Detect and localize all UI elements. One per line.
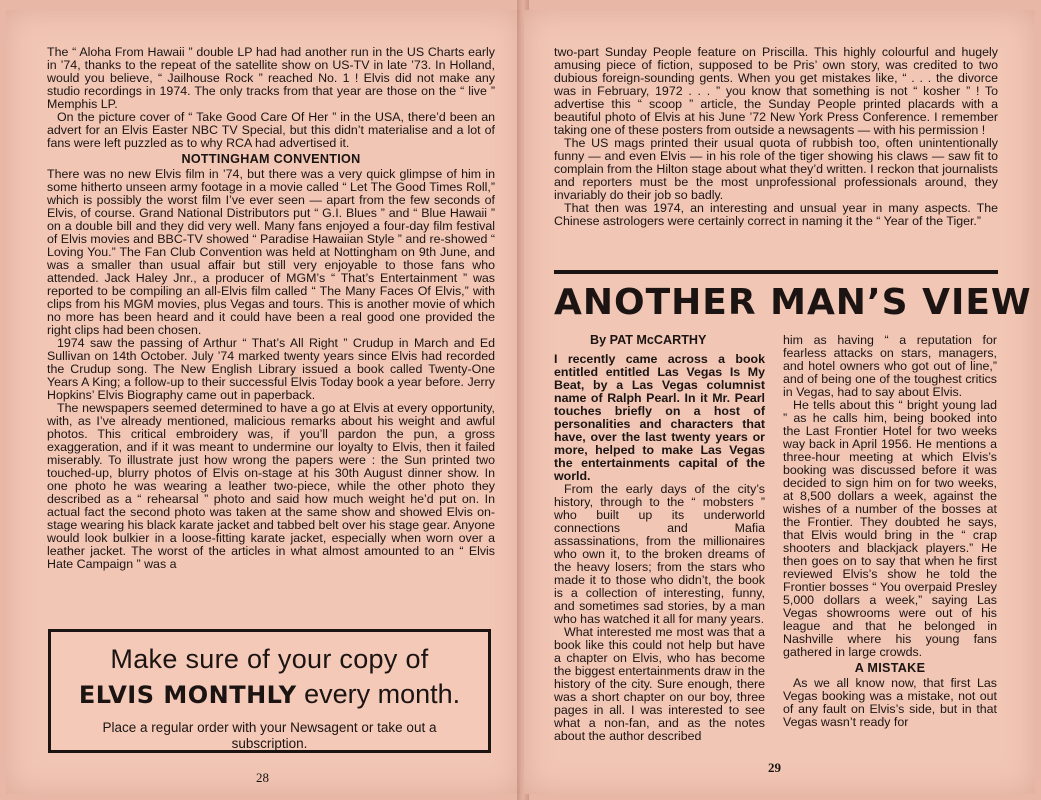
magazine-name: ELVIS MONTHLY <box>78 681 297 709</box>
article-title: ANOTHER MAN’S VIEW <box>554 282 1032 323</box>
paragraph: him as having “ a reputation for fearless attacks on stars, managers, and hotel owners who got out of line,” and of being one of the toughest critics in Vegas, had to say about Elvis. <box>783 333 997 399</box>
section-heading: NOTTINGHAM CONVENTION <box>181 152 361 166</box>
paragraph: two-part Sunday People feature on Priscilla. This highly colourful and hugely amusing piece of fiction, supposed to be Pris’ own story, was credited to two dubious foreign-sounding gents. When you get mistakes like, “ . . . the divorce was in February, 1972 . . . ” you know that something is not “ kosher ” ! To advertise this “ scoop ” article, the Sunday People printed placards with a beautiful photo of Elvis at his June ’72 New York Press Conference. I remember taking one of these posters from outside a newsagents — with his permission ! <box>554 45 998 137</box>
continued-article <box>554 46 998 228</box>
paragraph: 1974 saw the passing of Arthur “ That’s All Right ” Crudup in March and Ed Sullivan on 14th October. July ’74 marked twenty years since Elvis had recorded the Crudup song. The New English Library issued a book called Twenty-One Years A King; a follow-up to their successful Elvis Today book a year before. Jerry Hopkins’ Elvis Biography came out in paperback. <box>47 336 495 402</box>
advert-title-rest: every month. <box>296 679 461 709</box>
article-column-1 <box>554 334 765 743</box>
advert-body: Place a regular order with your Newsagent or take out a subscription. <box>102 720 437 751</box>
paragraph: As we all know now, that first Las Vegas booking was a mistake, not out of any fault on Elvis’s side, but in that Vegas wasn’t ready for <box>783 676 997 729</box>
advert-title-line <box>51 679 488 710</box>
page-number: 28 <box>256 770 269 785</box>
divider-rule <box>554 270 998 274</box>
paragraph: That then was 1974, an interesting and unsual year in many aspects. The Chinese astrologers were certainly correct in naming it the “ Year of the Tiger.” <box>554 201 998 228</box>
lead-paragraph: I recently came across a book entitled entitled Las Vegas Is My Beat, by a Las Vegas columnist name of Ralph Pearl. In it Mr. Pearl touches briefly on a host of personalities and characters that have, over the last twenty years or more, helped to make Las Vegas the entertainments capital of the world. <box>554 352 765 483</box>
byline: By PAT McCARTHY <box>590 333 707 347</box>
paragraph: He tells about this “ bright young lad ” as he calls him, being booked into the Last Frontier Hotel for two weeks way back in April 1956. He mentions a three-hour meeting at which Elvis’s booking was discussed before it was decided to sign him on for two weeks, at 8,500 dollars a week, against the wishes of a number of the bosses at the Frontier. They doubted he says, that Elvis would bring in the “ crap shooters and blackjack players.” He then goes on to say that when he first reviewed Elvis’s show he told the Frontier bosses “ You overpaid Presley 5,000 dollars a week,” saying Las Vegas showrooms were out of his league and that he belonged in Nashville where his young fans gathered in large crowds. <box>783 398 997 659</box>
paragraph: There was no new Elvis film in ’74, but there was a very quick glimpse of him in some hitherto unseen army footage in a movie called “ Let The Good Times Roll,” which is possibly the worst film I’ve ever seen — apart from the few seconds of Elvis, of course. Grand National Distributors put “ G.I. Blues ” and “ Blue Hawaii ” on a double bill and they did very well. Many fans enjoyed a four-day film festival of Elvis movies and BBC-TV showed “ Paradise Hawaiian Style ” and re-showed “ Loving You.” The Fan Club Convention was held at Nottingham on 9th June, and was a smaller than usual affair but still very enjoyable to those fans who attended. Jack Haley Jnr., a producer of MGM’s “ That’s Entertainment ” was reported to be compiling an all-Elvis film called “ The Many Faces Of Elvis,” with clips from his MGM movies, plus Vegas and tours. This is another movie of which no more has been heard and it could have been a real good one provided the right clips had been chosen. <box>47 167 495 337</box>
paragraph: The “ Aloha From Hawaii ” double LP had had another run in the US Charts early in ’74, thanks to the repeat of the satellite show on US-TV in late ’73. In Holland, would you believe, “ Jailhouse Rock ” reached No. 1 ! Elvis did not make any studio recordings in 1974. The only tracks from that year are those on the “ live ” Memphis LP. <box>47 45 495 111</box>
subscription-advert <box>48 629 491 753</box>
article-column-2 <box>783 334 997 729</box>
paragraph: What interested me most was that a book like this could not help but have a chapter on Elvis, who has become the biggest entertainments draw in the history of the city. Sure enough, there was a short chapter on our boy, three pages in all. I was interested to see what a non-fan, and as the notes about the author described <box>554 625 765 743</box>
page-number: 29 <box>768 760 781 775</box>
paragraph: From the early days of the city’s history, through to the “ mobsters ” who built up its underworld connections and Mafia assassinations, from the millionaires who own it, to the broken dreams of the heavy losers; from the stars who made it to those who didn’t, the book is a collection of interesting, funny, and sometimes sad stories, by a man who has watched it all for many years. <box>554 482 765 626</box>
right-page <box>524 10 1035 794</box>
section-heading: A MISTAKE <box>854 661 926 675</box>
advert-headline: Make sure of your copy of <box>110 644 429 674</box>
left-page <box>6 10 520 794</box>
paragraph: On the picture cover of “ Take Good Care Of Her ” in the USA, there’d been an advert for an Elvis Easter NBC TV Special, but this didn’t materialise and a lot of fans were left puzzled as to why RCA had advertised it. <box>47 110 495 150</box>
paragraph: The newspapers seemed determined to have a go at Elvis at every opportunity, with, as I’ve already mentioned, malicious remarks about his weight and awful photos. This critical embroidery was, if you’ll pardon the pun, a gross exaggeration, and if it was meant to undermine our loyalty to Elvis, then it failed miserably. To illustrate just how wrong the papers were : the Sun printed two touched-up, blurry photos of Elvis on-stage at his 30th August dinner show. In one photo he was wearing a leather two-piece, while the other photo they described as a “ rehearsal ” photo and said how much weight he’d put on. In actual fact the second photo was taken at the same show and showed Elvis on-stage wearing his black karate jacket and tabbed belt over his stage gear. Anyone would look bulkier in a loose-fitting karate jacket, especially when worn over a leather jacket. The worst of the articles in what almost amounted to an “ Elvis Hate Campaign ” was a <box>47 401 495 571</box>
left-column <box>47 46 495 571</box>
paragraph: The US mags printed their usual quota of rubbish too, often unintentionally funny — and even Elvis — in his role of the tiger showing his claws — saw fit to complain from the Hilton stage about what they’d written. I reckon that journalists and reporters must be the most unprofessional professionals around, they invariably do their job so badly. <box>554 136 998 202</box>
